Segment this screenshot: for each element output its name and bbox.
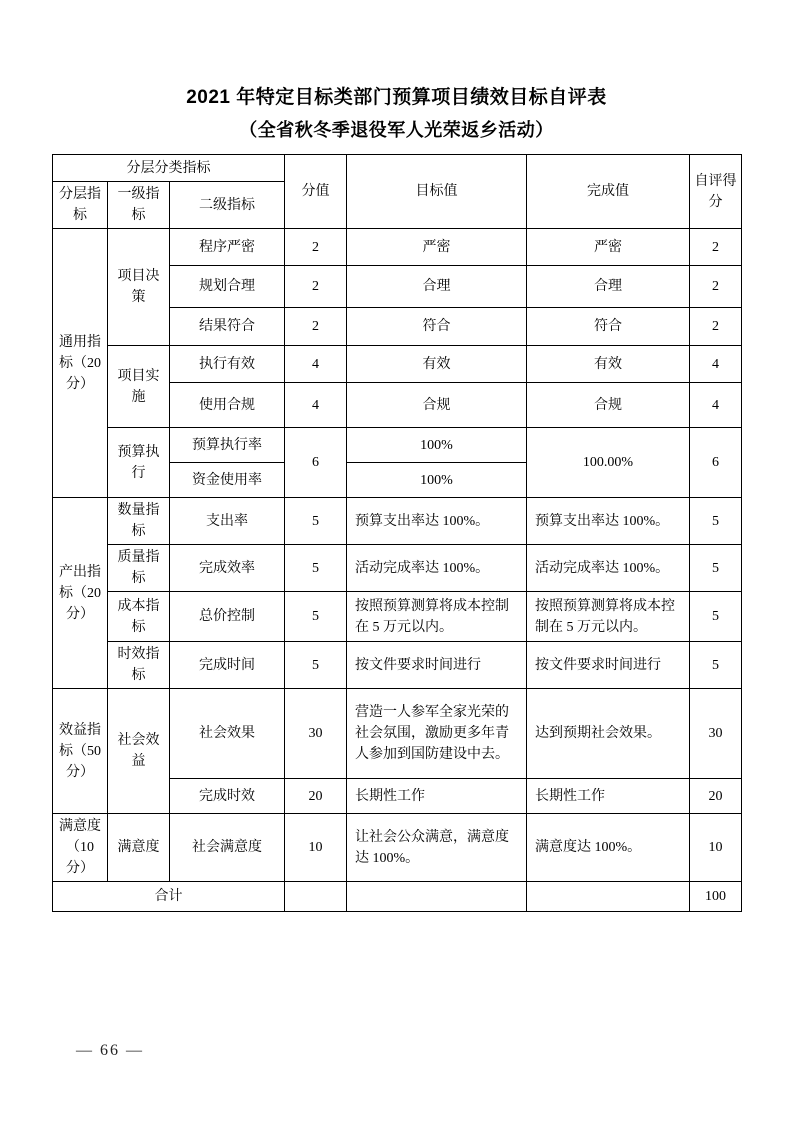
target-cell: 长期性工作 <box>347 779 527 814</box>
table-row <box>53 346 742 383</box>
level2-cell: 完成时间 <box>170 642 285 689</box>
table-row <box>53 814 742 882</box>
total-completion-cell-empty <box>527 882 690 912</box>
target-cell: 按文件要求时间进行 <box>347 642 527 689</box>
level2-cell: 使用合规 <box>170 383 285 428</box>
completion-cell: 长期性工作 <box>527 779 690 814</box>
score-cell: 4 <box>285 383 347 428</box>
target-cell: 严密 <box>347 229 527 266</box>
level2-cell: 程序严密 <box>170 229 285 266</box>
target-cell: 合规 <box>347 383 527 428</box>
level2-cell: 执行有效 <box>170 346 285 383</box>
completion-cell: 合理 <box>527 266 690 308</box>
level1-cell-social-benefit: 社会效益 <box>108 689 170 814</box>
level2-cell: 完成效率 <box>170 545 285 592</box>
level1-cell-budget-execution: 预算执行 <box>108 428 170 498</box>
score-cell: 5 <box>285 592 347 642</box>
self-score-cell: 5 <box>690 498 742 545</box>
completion-cell: 符合 <box>527 308 690 346</box>
completion-cell: 有效 <box>527 346 690 383</box>
target-cell: 营造一人参军全家光荣的社会氛围，激励更多年青人参加到国防建设中去。 <box>347 689 527 779</box>
header-level1-indicator: 一级指标 <box>108 182 170 229</box>
total-label-cell: 合计 <box>53 882 285 912</box>
self-score-cell: 6 <box>690 428 742 498</box>
score-cell: 2 <box>285 229 347 266</box>
score-cell: 5 <box>285 642 347 689</box>
target-cell: 有效 <box>347 346 527 383</box>
score-cell: 6 <box>285 428 347 498</box>
target-cell: 预算支出率达 100%。 <box>347 498 527 545</box>
score-cell: 2 <box>285 266 347 308</box>
level1-cell-quantity: 数量指标 <box>108 498 170 545</box>
self-score-cell: 30 <box>690 689 742 779</box>
level2-cell: 规划合理 <box>170 266 285 308</box>
score-cell: 5 <box>285 498 347 545</box>
table-row <box>53 642 742 689</box>
table-row <box>53 545 742 592</box>
table-row <box>53 689 742 779</box>
total-self-score-cell: 100 <box>690 882 742 912</box>
level2-cell: 社会满意度 <box>170 814 285 882</box>
level2-cell: 结果符合 <box>170 308 285 346</box>
self-score-cell: 10 <box>690 814 742 882</box>
level2-cell: 总价控制 <box>170 592 285 642</box>
self-score-cell: 2 <box>690 229 742 266</box>
target-cell: 合理 <box>347 266 527 308</box>
target-cell: 按照预算测算将成本控制在 5 万元以内。 <box>347 592 527 642</box>
page-subtitle: （全省秋冬季退役军人光荣返乡活动） <box>239 120 554 140</box>
self-score-cell: 2 <box>690 308 742 346</box>
completion-cell: 预算支出率达 100%。 <box>527 498 690 545</box>
header-layer-indicator: 分层指标 <box>53 182 108 229</box>
header-level2-indicator: 二级指标 <box>170 182 285 229</box>
score-cell: 4 <box>285 346 347 383</box>
level1-cell-decision: 项目决策 <box>108 229 170 346</box>
completion-cell: 合规 <box>527 383 690 428</box>
page-title: 2021 年特定目标类部门预算项目绩效目标自评表 <box>186 87 607 108</box>
self-score-cell: 4 <box>690 346 742 383</box>
header-target-value: 目标值 <box>347 155 527 229</box>
table-row <box>53 592 742 642</box>
table-row <box>53 428 742 463</box>
total-target-cell-empty <box>347 882 527 912</box>
target-cell: 100% <box>347 428 527 463</box>
score-cell: 2 <box>285 308 347 346</box>
score-cell: 30 <box>285 689 347 779</box>
self-score-cell: 5 <box>690 545 742 592</box>
level2-cell: 支出率 <box>170 498 285 545</box>
level1-cell-quality: 质量指标 <box>108 545 170 592</box>
completion-cell: 按照预算测算将成本控制在 5 万元以内。 <box>527 592 690 642</box>
header-group-indicators: 分层分类指标 <box>53 155 285 182</box>
level2-cell: 预算执行率 <box>170 428 285 463</box>
self-score-cell: 20 <box>690 779 742 814</box>
completion-cell: 活动完成率达 100%。 <box>527 545 690 592</box>
page-number: — 66 — <box>76 1042 144 1059</box>
header-score: 分值 <box>285 155 347 229</box>
score-cell: 20 <box>285 779 347 814</box>
header-completion-value: 完成值 <box>527 155 690 229</box>
level1-cell-cost: 成本指标 <box>108 592 170 642</box>
self-score-cell: 5 <box>690 642 742 689</box>
total-score-cell-empty <box>285 882 347 912</box>
completion-cell: 按文件要求时间进行 <box>527 642 690 689</box>
completion-cell: 达到预期社会效果。 <box>527 689 690 779</box>
layer-cell-benefit: 效益指标（50分） <box>53 689 108 814</box>
completion-cell: 100.00% <box>527 428 690 498</box>
table-row <box>53 229 742 266</box>
level1-cell-timeliness: 时效指标 <box>108 642 170 689</box>
header-self-score: 自评得分 <box>690 155 742 229</box>
level1-cell-satisfaction: 满意度 <box>108 814 170 882</box>
completion-cell: 满意度达 100%。 <box>527 814 690 882</box>
target-cell: 让社会公众满意，满意度达 100%。 <box>347 814 527 882</box>
self-score-cell: 2 <box>690 266 742 308</box>
self-score-cell: 4 <box>690 383 742 428</box>
layer-cell-satisfaction: 满意度（10分） <box>53 814 108 882</box>
self-score-cell: 5 <box>690 592 742 642</box>
target-cell: 100% <box>347 463 527 498</box>
table-row-total <box>53 882 742 912</box>
level2-cell: 资金使用率 <box>170 463 285 498</box>
level1-cell-implementation: 项目实施 <box>108 346 170 428</box>
level2-cell: 社会效果 <box>170 689 285 779</box>
layer-cell-general: 通用指标（20分） <box>53 229 108 498</box>
score-cell: 5 <box>285 545 347 592</box>
layer-cell-output: 产出指标（20分） <box>53 498 108 689</box>
performance-self-evaluation-table <box>52 154 742 912</box>
target-cell: 活动完成率达 100%。 <box>347 545 527 592</box>
completion-cell: 严密 <box>527 229 690 266</box>
target-cell: 符合 <box>347 308 527 346</box>
level2-cell: 完成时效 <box>170 779 285 814</box>
score-cell: 10 <box>285 814 347 882</box>
table-row <box>53 498 742 545</box>
